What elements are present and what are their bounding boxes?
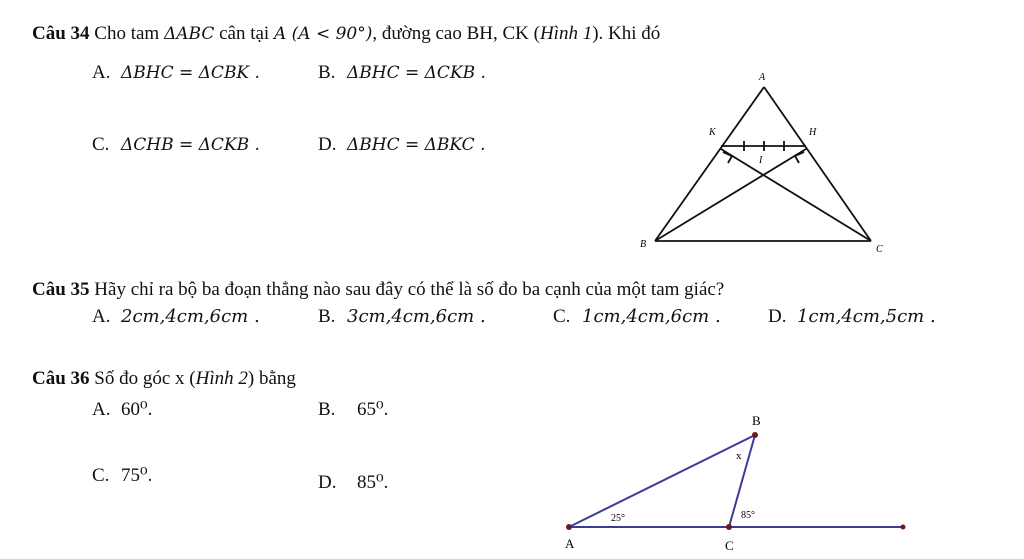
point-b [752, 432, 758, 438]
option-c[interactable]: ΔCHB = ΔCKB . [121, 135, 260, 155]
option-b-label: B. [318, 62, 336, 83]
option-c[interactable]: 1cm,4cm,6cm . [582, 306, 721, 327]
stem-text: Cho tam [94, 23, 160, 44]
label-h: H [809, 127, 817, 138]
figure-ref: Hình 1 [539, 23, 593, 44]
stem-text: , đường cao BH, CK ( [372, 23, 540, 44]
label-x: x [736, 450, 742, 462]
point-c [726, 524, 732, 530]
label-b: B [640, 239, 647, 250]
option-d-label: D. [768, 306, 787, 327]
option-a[interactable]: 60⁰. [121, 399, 153, 420]
question-number: Câu 36 [32, 368, 90, 389]
option-a-label: A. [92, 306, 111, 327]
option-b[interactable]: ΔBHC = ΔCKB . [347, 63, 486, 83]
stem-text: ). Khi đó [592, 23, 661, 44]
point-a [566, 524, 572, 530]
option-b-label: B. [318, 399, 336, 420]
option-a[interactable]: 2cm,4cm,6cm . [121, 306, 260, 327]
triangle-name: ΔABC [163, 24, 215, 44]
option-c-label: C. [92, 134, 110, 155]
question-number: Câu 35 [32, 279, 90, 300]
option-c-label: C. [92, 465, 110, 486]
option-b-label: B. [318, 306, 336, 327]
stem-text: cân tại [219, 23, 270, 44]
figure-ref: Hình 2 [195, 368, 248, 389]
option-b[interactable]: 3cm,4cm,6cm . [347, 306, 486, 327]
label-a: A [759, 72, 766, 83]
option-d[interactable]: ΔBHC = ΔBKC . [347, 135, 486, 155]
option-c-label: C. [553, 306, 571, 327]
option-c[interactable]: 75⁰. [121, 465, 153, 486]
stem-text: Hãy chỉ ra bộ ba đoạn thẳng nào sau đây có thể là số đo ba cạnh của một tam giác? [94, 279, 725, 300]
option-d-label: D. [318, 134, 337, 155]
question-number: Câu 34 [32, 23, 90, 44]
label-b: B [752, 413, 761, 428]
angle-a-label: 25° [611, 513, 625, 524]
label-a: A [565, 536, 575, 551]
label-c: C [725, 538, 734, 553]
label-c: C [876, 244, 883, 255]
option-a-label: A. [92, 399, 111, 420]
option-d-label: D. [318, 472, 337, 493]
option-a-label: A. [92, 62, 111, 83]
option-d[interactable]: 1cm,4cm,5cm . [797, 306, 936, 327]
point-end [901, 525, 906, 530]
label-k: K [709, 127, 716, 138]
label-i: I [759, 155, 763, 166]
stem-text: Số đo góc x ( [94, 368, 196, 389]
stem-text: ) bằng [247, 368, 296, 389]
segment-ab [569, 435, 755, 527]
option-a[interactable]: ΔBHC = ΔCBK . [121, 63, 260, 83]
option-d[interactable]: 85⁰. [357, 472, 389, 493]
angle-c-label: 85° [741, 510, 755, 521]
option-b[interactable]: 65⁰. [357, 399, 389, 420]
angle-condition: A (A < 90°) [273, 24, 373, 44]
